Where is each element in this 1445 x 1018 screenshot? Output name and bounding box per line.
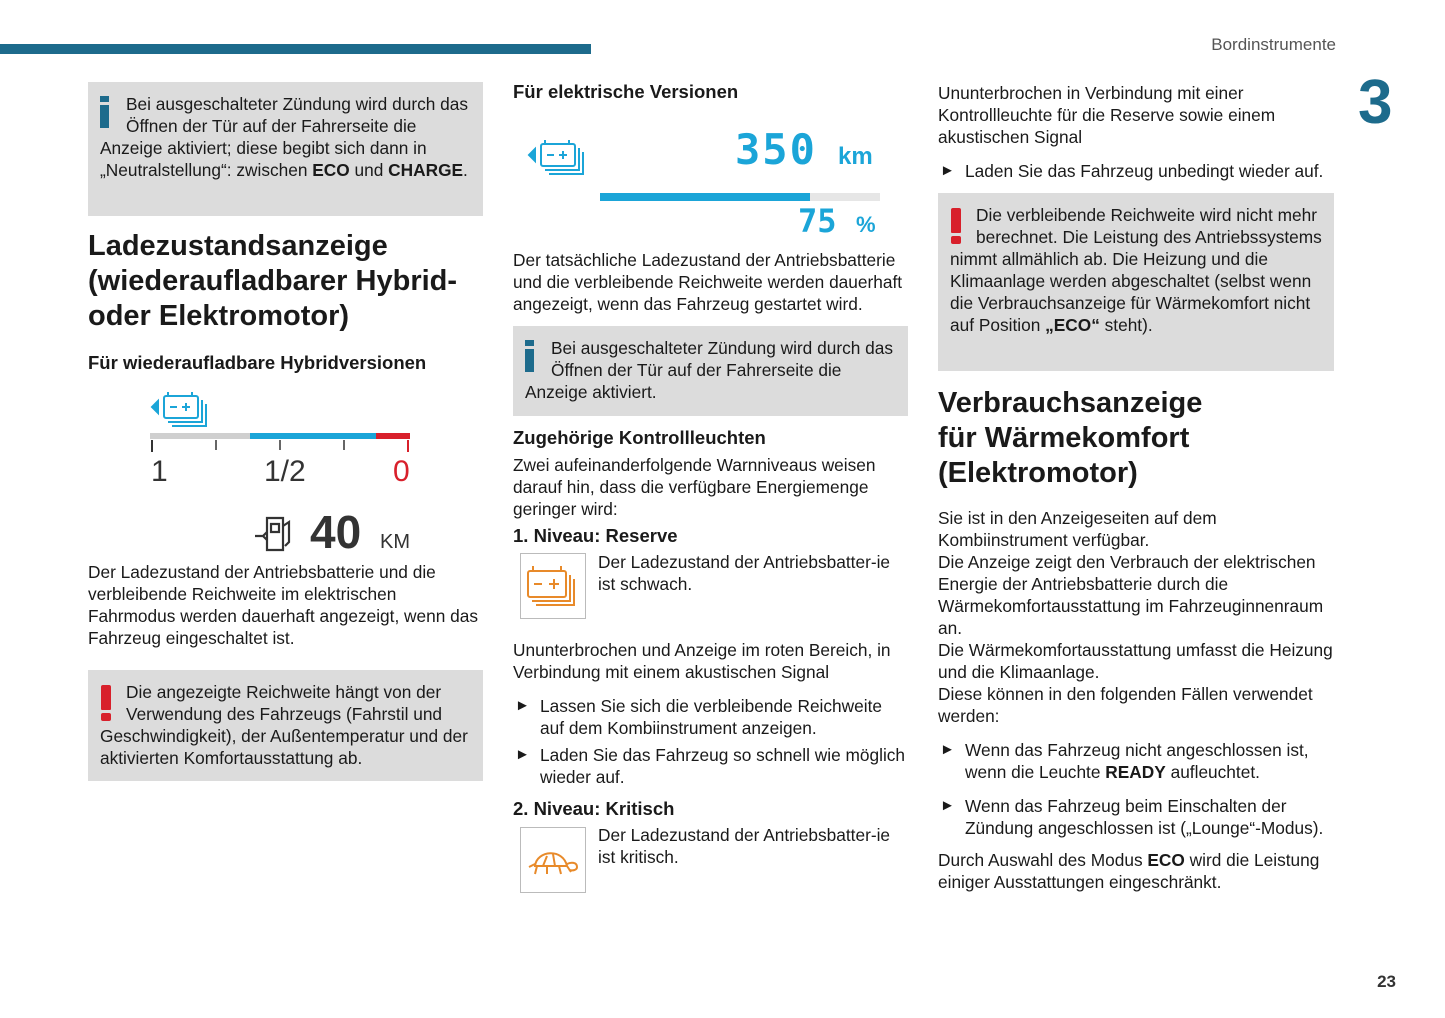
gauge-fill: [250, 433, 394, 439]
paragraph: Diese können in den folgenden Fällen verwendet werden:: [938, 684, 1313, 726]
warning-note-text: Die verbleibende Reichweite wird nicht mehr berechnet. Die Leistung des Antriebssystems nimmt allmählich ab. Die Heizung und die Klimaanlage werden abgeschaltet (selbst wenn die Verbrauchsanzeige für Wärmekomfort nicht auf Position „ECO“ steht).: [950, 205, 1322, 335]
column-right: [938, 82, 1334, 893]
battery-icon: [529, 140, 583, 174]
section-title: Bordinstrumente: [1211, 35, 1336, 54]
range-value: 350: [735, 125, 817, 174]
column-middle: [513, 81, 908, 893]
chapter-number: 3: [1358, 68, 1393, 137]
paragraph: Der tatsächliche Ladezustand der Antriebsbatterie und die verbleibende Reichweite werden dauerhaft angezeigt, wenn das Fahrzeug gestartet wird.: [513, 250, 903, 314]
battery-icon: [524, 563, 582, 609]
gauge-fill: [600, 193, 810, 201]
list-item: ► Laden Sie das Fahrzeug so schnell wie möglich wieder auf.: [515, 745, 906, 787]
fuel-plug-icon: [255, 518, 289, 550]
hybrid-charge-gauge: [88, 380, 483, 580]
list-item: ► Wenn das Fahrzeug beim Einschalten der Zündung angeschlossen ist („Lounge“-Modus).: [940, 796, 1324, 838]
list-item: ► Wenn das Fahrzeug nicht angeschlossen ist, wenn die Leuchte READY aufleuchtet.: [940, 740, 1309, 782]
info-note: [513, 326, 908, 416]
critical-indicator-row: [513, 827, 908, 893]
info-icon: [100, 93, 124, 133]
paragraph: Durch Auswahl des Modus ECO wird die Leistung einiger Ausstattungen eingeschränkt.: [938, 850, 1320, 892]
reserve-indicator-row: [513, 553, 908, 619]
warning-icon: [950, 204, 974, 244]
paragraph: Die Anzeige zeigt den Verbrauch der elektrischen Energie der Antriebsbatterie durch die Wärmekomfortausstattung im Fahrzeuginnenraum an.: [938, 552, 1324, 638]
gauge-label-half: 1/2: [264, 455, 306, 488]
paragraph: Ununterbrochen und Anzeige im roten Bereich, in Verbindung mit einem akustischen Signal: [513, 640, 891, 682]
gauge-label-empty: 0: [393, 455, 410, 488]
subsection-heading: Zugehörige Kontrollleuchten: [513, 427, 766, 448]
arrow-bullet-icon: ►: [940, 162, 955, 179]
paragraph: Ununterbrochen in Verbindung mit einer Kontrollleuchte für die Reserve sowie einem akustischen Signal: [938, 83, 1276, 147]
section-heading: Ladezustandsanzeige (wiederaufladbarer Hybrid- oder Elektromotor): [88, 230, 458, 332]
paragraph: Der Ladezustand der Antriebsbatterie und die verbleibende Reichweite im elektrischen Fahrmodus werden dauerhaft angezeigt, wenn das Fahrzeug eingeschaltet ist.: [88, 562, 479, 648]
level-heading: 1. Niveau: Reserve: [513, 525, 678, 546]
warning-note: [88, 670, 483, 781]
arrow-bullet-icon: ►: [515, 746, 530, 763]
critical-lamp: [520, 827, 586, 893]
paragraph: Die Wärmekomfortausstattung umfasst die Heizung und die Klimaanlage.: [938, 640, 1333, 682]
subsection-heading: Für elektrische Versionen: [513, 81, 739, 102]
subsection-heading: Für wiederaufladbare Hybridversionen: [88, 352, 427, 373]
bullet-list: [513, 695, 908, 788]
gauge-label-full: 1: [151, 455, 168, 488]
battery-icon: [152, 392, 206, 426]
warning-icon: [100, 681, 124, 721]
level-heading: 2. Niveau: Kritisch: [513, 798, 675, 819]
list-item: ► Laden Sie das Fahrzeug unbedingt wieder auf.: [940, 161, 1324, 181]
page-number: 23: [1377, 972, 1396, 991]
percent-unit: %: [856, 212, 876, 237]
info-note: [88, 82, 483, 216]
column-left: [88, 82, 483, 781]
arrow-bullet-icon: ►: [515, 697, 530, 714]
arrow-bullet-icon: ►: [940, 741, 955, 758]
critical-description: Der Ladezustand der Antriebsbatter-ie ist kritisch.: [598, 825, 891, 867]
percent-value: 75: [798, 202, 837, 240]
arrow-bullet-icon: ►: [940, 797, 955, 814]
header-accent-bar: [0, 44, 591, 54]
electric-charge-gauge: [513, 108, 908, 240]
range-unit: km: [838, 143, 873, 170]
reserve-description: Der Ladezustand der Antriebsbatter-ie ist schwach.: [598, 552, 891, 594]
list-item: ► Lassen Sie sich die verbleibende Reichweite auf dem Kombiinstrument anzeigen.: [515, 696, 882, 738]
warning-note-text: Die angezeigte Reichweite hängt von der Verwendung des Fahrzeugs (Fahrstil und Geschwindigkeit), der Außentemperatur und der aktivierten Komfortausstattung ab.: [100, 682, 468, 768]
range-unit: KM: [380, 531, 410, 553]
turtle-icon: [525, 840, 581, 880]
bullet-list: [938, 160, 1334, 182]
reserve-lamp: [520, 553, 586, 619]
info-note-text: Bei ausgeschalteter Zündung wird durch das Öffnen der Tür auf der Fahrerseite die Anzeige aktiviert.: [525, 338, 893, 402]
bullet-list: [938, 739, 1334, 839]
warning-note: [938, 193, 1334, 371]
range-value: 40: [310, 506, 362, 558]
paragraph: Zwei aufeinanderfolgende Warnniveaus weisen darauf hin, dass die verfügbare Energiemenge geringer wird:: [513, 455, 876, 519]
section-heading: Verbrauchsanzeige für Wärmekomfort (Elektromotor): [938, 387, 1203, 489]
paragraph: Sie ist in den Anzeigeseiten auf dem Kombiinstrument verfügbar.: [938, 508, 1217, 550]
info-icon: [525, 337, 549, 377]
info-note-text: Bei ausgeschalteter Zündung wird durch das Öffnen der Tür auf der Fahrerseite die Anzeige aktiviert; diese begibt sich dann in „Neutralstellung“: zwischen ECO und CHARGE.: [100, 94, 468, 180]
gauge-low-zone: [376, 433, 410, 439]
